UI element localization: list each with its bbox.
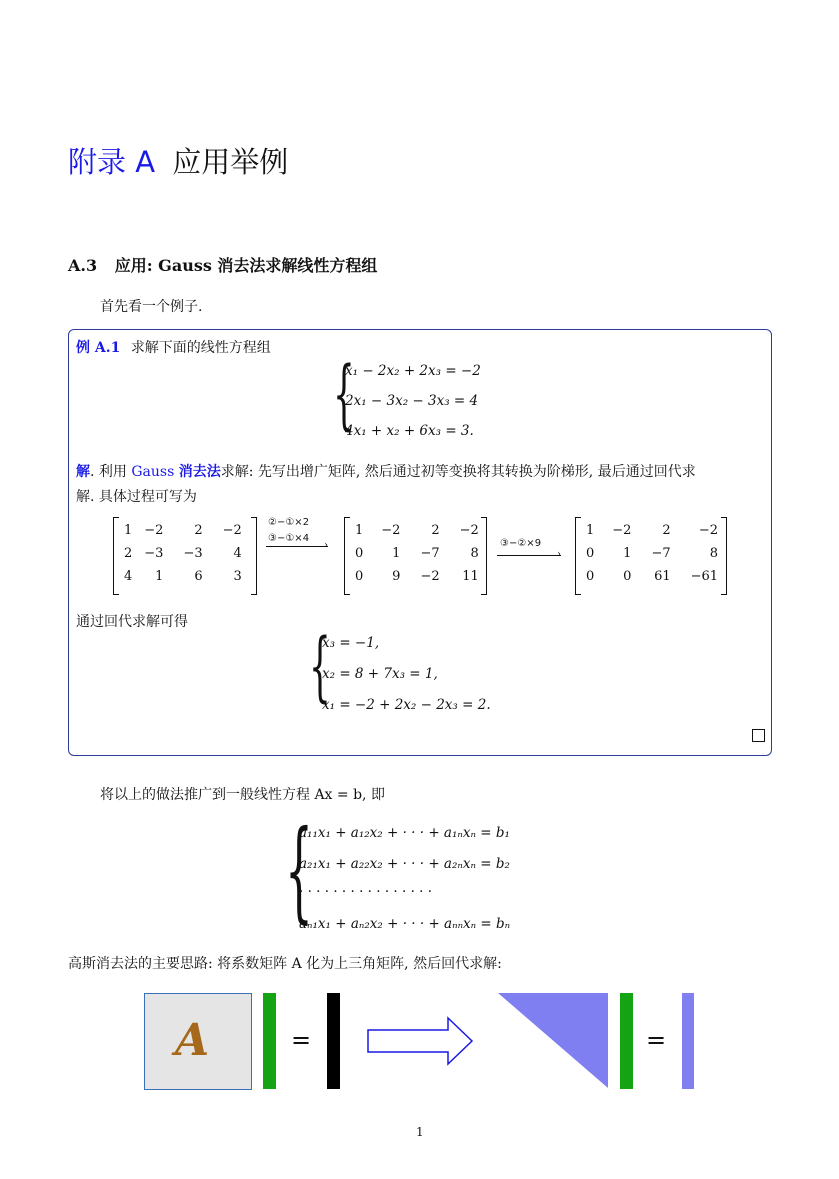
matrix-2 bbox=[349, 519, 485, 588]
arrow-head-1: › bbox=[324, 540, 328, 551]
example-statement bbox=[76, 337, 271, 357]
method-term: 消去法 bbox=[178, 464, 221, 480]
qed-symbol bbox=[752, 729, 765, 742]
example-text: 求解下面的线性方程组 bbox=[130, 340, 271, 356]
arrow-head-2: › bbox=[557, 549, 561, 560]
solution-line-1 bbox=[76, 461, 696, 481]
row-op-3: ③−②×9 bbox=[500, 538, 542, 549]
general-eq-1: a₁₁x₁ + a₁₂x₂ + · · · + a₁ₙxₙ = b₁ bbox=[299, 825, 510, 841]
row-op-1: ②−①×2 bbox=[268, 517, 310, 528]
back-sub-intro: 通过回代求解可得 bbox=[76, 614, 188, 630]
row-op-2: ③−①×4 bbox=[268, 533, 310, 544]
chapter-name: 应用举例 bbox=[172, 145, 289, 179]
chapter-prefix: 附录 A bbox=[68, 145, 156, 179]
transform-arrow-2 bbox=[497, 555, 561, 556]
matrix-row: 1 −2 2 −2 bbox=[355, 523, 479, 538]
matrix-1 bbox=[118, 519, 248, 588]
matrix-row: 2 −3 −3 4 bbox=[124, 546, 242, 561]
unknown-vector-bar bbox=[263, 993, 276, 1089]
equals-sign-1: = bbox=[291, 1026, 312, 1054]
system-brace: { bbox=[333, 349, 355, 438]
general-eq-n: aₙ₁x₁ + aₙ₂x₂ + · · · + aₙₙxₙ = bₙ bbox=[299, 916, 511, 932]
matrix-row: 0 1 −7 8 bbox=[355, 546, 479, 561]
back-sub-3: x₁ = −2 + 2x₂ − 2x₃ = 2. bbox=[322, 697, 491, 713]
matrix1-right-bracket bbox=[251, 517, 257, 595]
section-title: 应用: Gauss 消去法求解线性方程组 bbox=[114, 256, 378, 275]
rhs-vector-bar bbox=[327, 993, 340, 1089]
general-brace: { bbox=[285, 806, 313, 934]
matrix-3 bbox=[580, 519, 724, 588]
transform-arrow-1 bbox=[266, 546, 328, 547]
section-heading bbox=[68, 253, 377, 276]
gauss-link[interactable]: Gauss bbox=[131, 464, 175, 480]
back-sub-1: x₃ = −1, bbox=[322, 635, 380, 651]
upper-triangular-icon bbox=[498, 993, 610, 1089]
solution-vector-bar bbox=[620, 993, 633, 1089]
matrix-row: 0 9 −2 11 bbox=[355, 569, 479, 584]
back-sub-brace: { bbox=[309, 621, 331, 710]
equation-2: 2x₁ − 3x₂ − 3x₃ = 4 bbox=[345, 393, 479, 409]
equation-1: x₁ − 2x₂ + 2x₃ = −2 bbox=[345, 363, 481, 379]
solution-line-2: 解. 具体过程可写为 bbox=[76, 489, 197, 505]
matrix-row: 1 −2 2 −2 bbox=[586, 523, 719, 538]
matrix-row: 4 1 6 3 bbox=[124, 569, 242, 584]
solution-text-a: . 利用 bbox=[90, 464, 132, 480]
section-number: A.3 bbox=[68, 256, 98, 275]
example-label: 例 A.1 bbox=[76, 340, 121, 356]
general-eq-2: a₂₁x₁ + a₂₂x₂ + · · · + a₂ₙxₙ = b₂ bbox=[299, 856, 510, 872]
back-sub-2: x₂ = 8 + 7x₃ = 1, bbox=[322, 666, 438, 682]
matrix3-right-bracket bbox=[721, 517, 727, 595]
generalize-text: 将以上的做法推广到一般线性方程 Ax = b, 即 bbox=[100, 787, 385, 803]
solution-text-b: 求解: 先写出增广矩阵, 然后通过初等变换将其转换为阶梯形, 最后通过回代求 bbox=[220, 464, 696, 480]
transformed-rhs-bar bbox=[682, 993, 694, 1089]
page-number: 1 bbox=[416, 1125, 424, 1139]
matrix-row: 0 0 61 −61 bbox=[586, 569, 719, 584]
equals-sign-2: = bbox=[646, 1026, 667, 1054]
matrix-row: 0 1 −7 8 bbox=[586, 546, 719, 561]
solution-label: 解 bbox=[76, 464, 90, 480]
intro-text: 首先看一个例子. bbox=[100, 299, 203, 315]
matrix2-right-bracket bbox=[481, 517, 487, 595]
matrix-row: 1 −2 2 −2 bbox=[124, 523, 242, 538]
chapter-title bbox=[68, 140, 288, 181]
equation-3: 4x₁ + x₂ + 6x₃ = 3. bbox=[345, 423, 474, 439]
main-idea: 高斯消去法的主要思路: 将系数矩阵 A 化为上三角矩阵, 然后回代求解: bbox=[68, 956, 502, 972]
general-eq-dots: · · · · · · · · · · · · · · · · bbox=[299, 884, 433, 900]
matrix-a-label: A bbox=[175, 1015, 210, 1066]
transform-arrow-icon bbox=[366, 1016, 476, 1066]
